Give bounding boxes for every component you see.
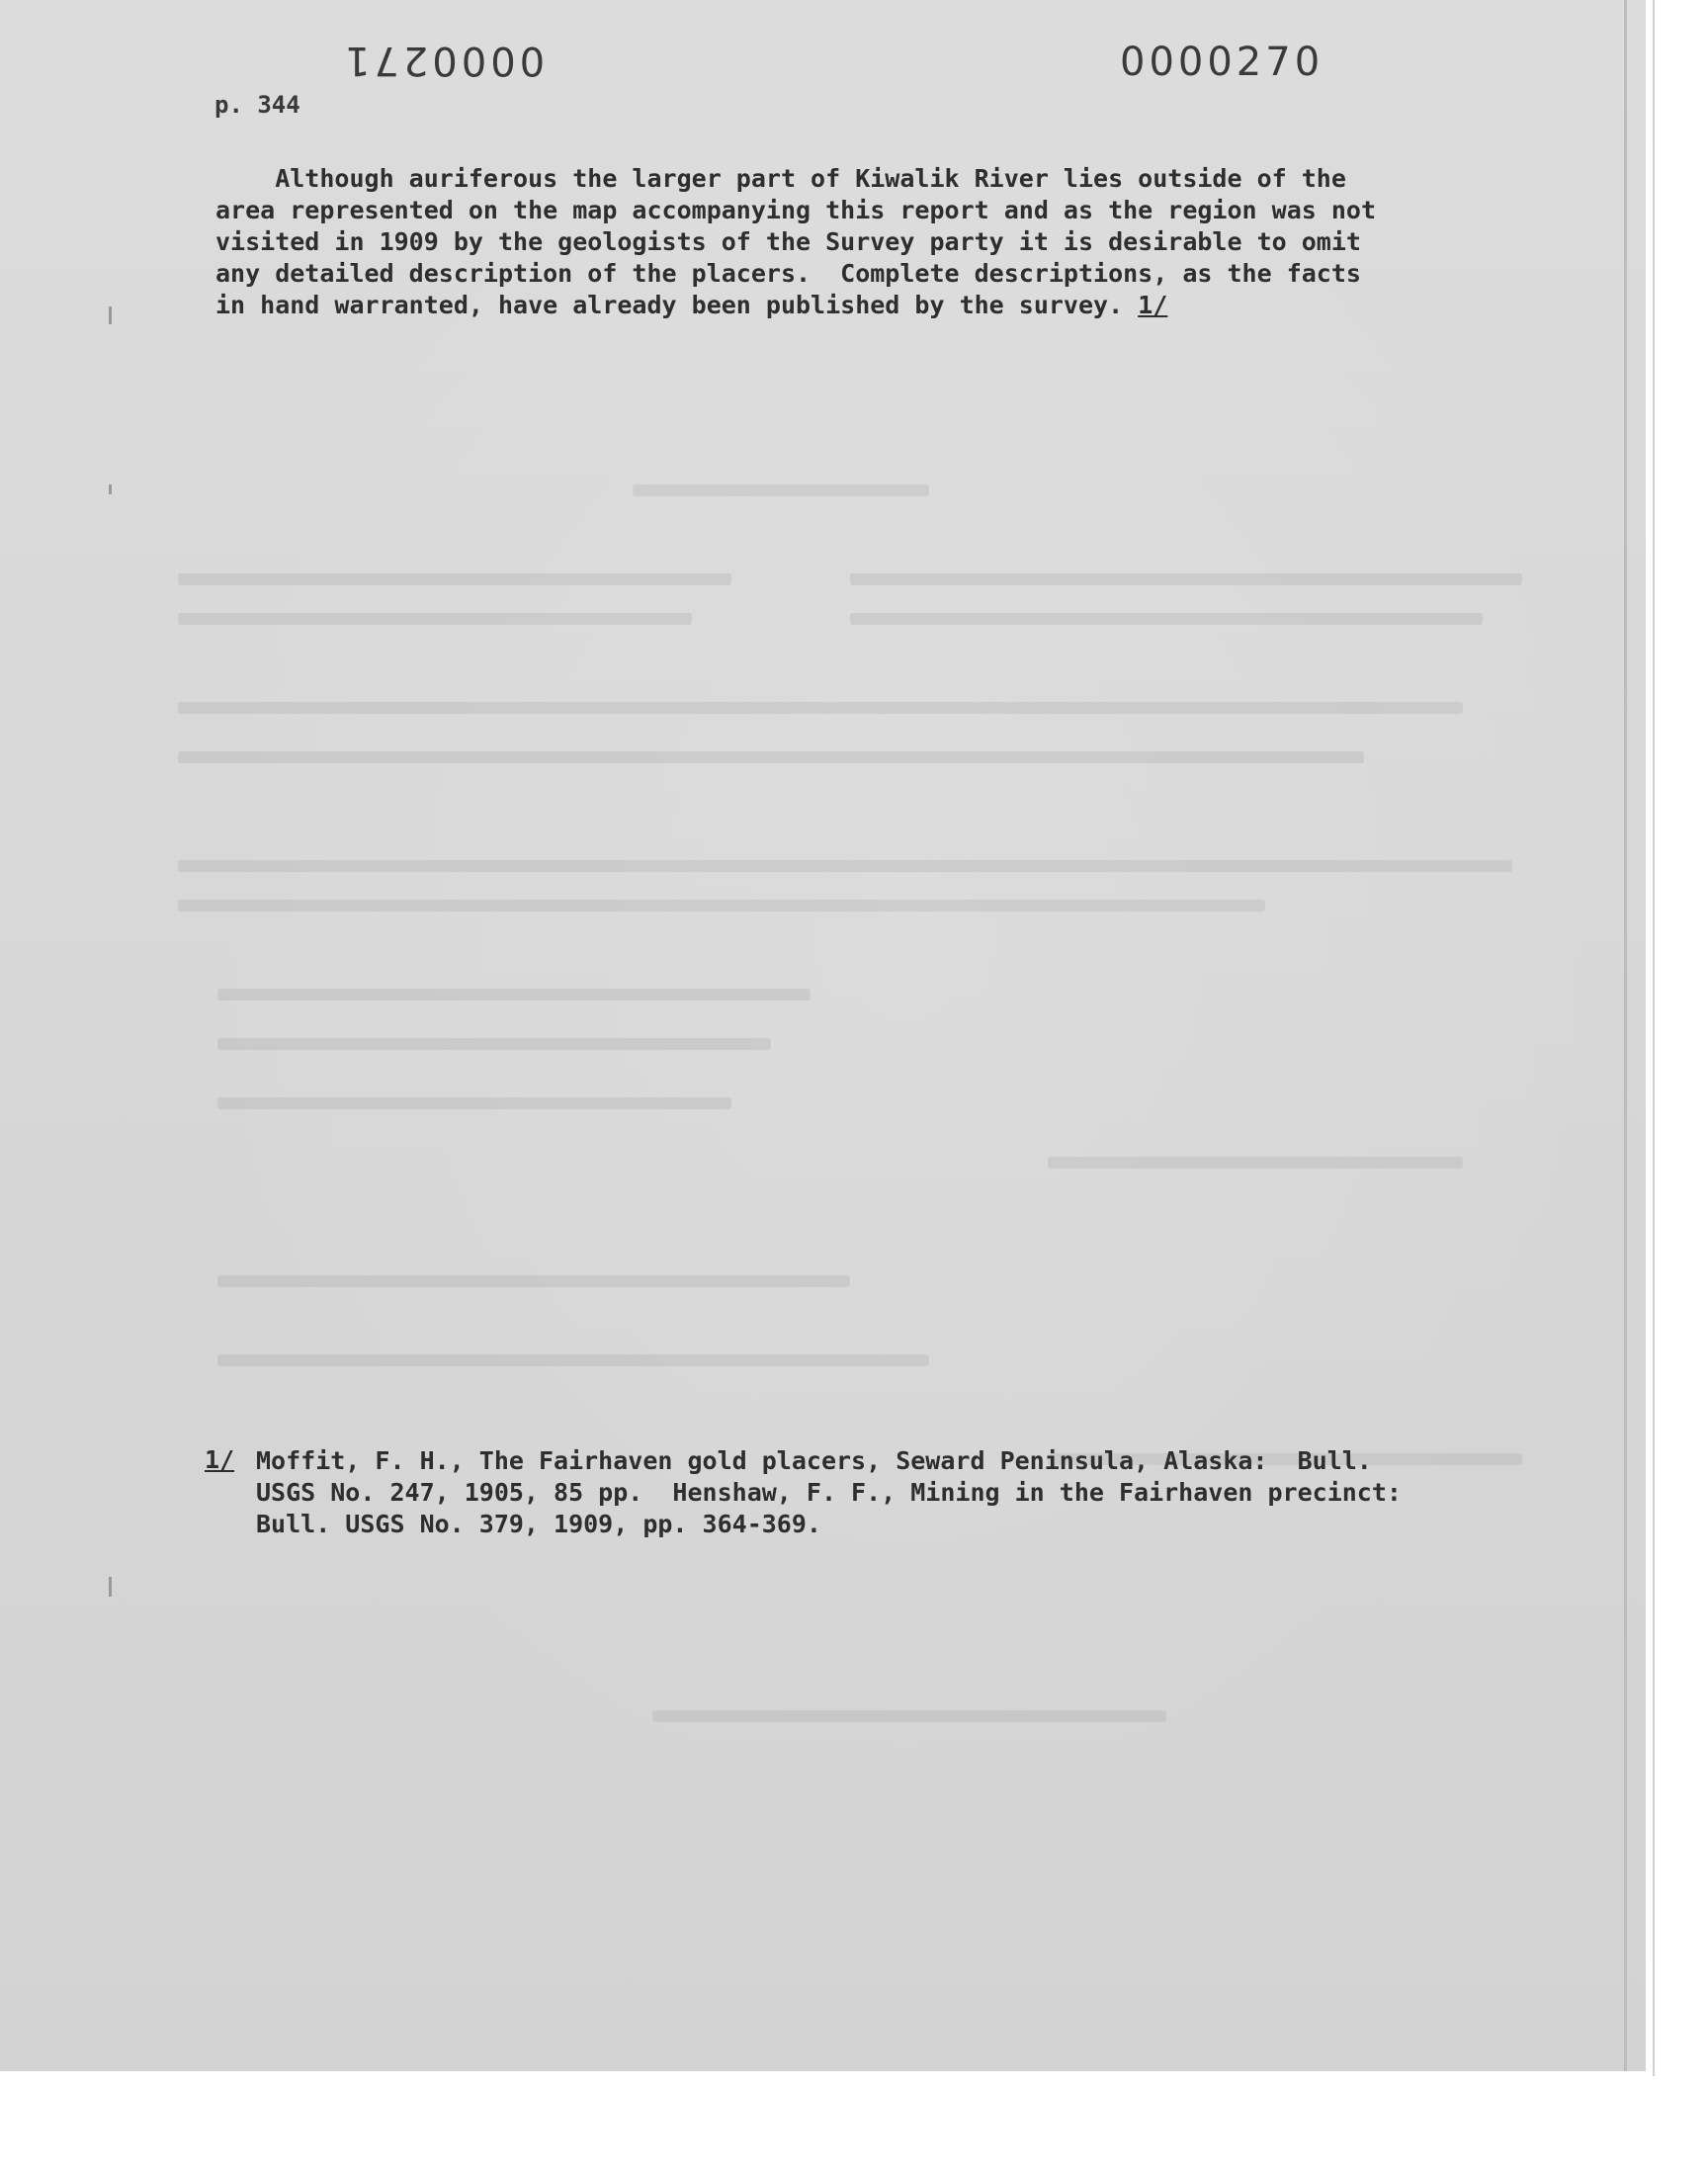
paragraph-line-text: in hand warranted, have already been published by the survey. xyxy=(215,291,1139,319)
paragraph-line xyxy=(215,290,1376,321)
paragraph-line: visited in 1909 by the geologists of the Survey party it is desirable to omit xyxy=(215,227,1361,256)
binding-hole-mark xyxy=(109,1577,112,1597)
footnote-marker: 1/ xyxy=(205,1445,235,1474)
document-stamp-number: 0000270 xyxy=(1120,40,1324,85)
body-paragraph xyxy=(215,163,1376,321)
document-stamp-number: 0000271 xyxy=(341,38,546,83)
footnote-line: Moffit, F. H., The Fairhaven gold placers, Seward Peninsula, Alaska: Bull. xyxy=(256,1446,1372,1475)
footnote-line: USGS No. 247, 1905, 85 pp. Henshaw, F. F., Mining in the Fairhaven precinct: xyxy=(256,1478,1402,1507)
paragraph-line: area represented on the map accompanying this report and as the region was not xyxy=(215,196,1376,224)
footnote-reference: 1/ xyxy=(1138,291,1168,319)
footnote-line: Bull. USGS No. 379, 1909, pp. 364-369. xyxy=(256,1510,821,1538)
sheet-edge xyxy=(1624,0,1627,2071)
footnote-text xyxy=(256,1445,1402,1540)
paragraph-line: Although auriferous the larger part of Kiwalik River lies outside of the xyxy=(215,164,1346,193)
scanner-edge xyxy=(1653,0,1655,2076)
bleed-through-shadow xyxy=(158,465,1621,1948)
binding-hole-mark xyxy=(109,484,112,494)
page-reference: p. 344 xyxy=(214,91,300,119)
binding-hole-mark xyxy=(109,306,112,324)
paragraph-line: any detailed description of the placers. Complete descriptions, as the facts xyxy=(215,259,1361,288)
